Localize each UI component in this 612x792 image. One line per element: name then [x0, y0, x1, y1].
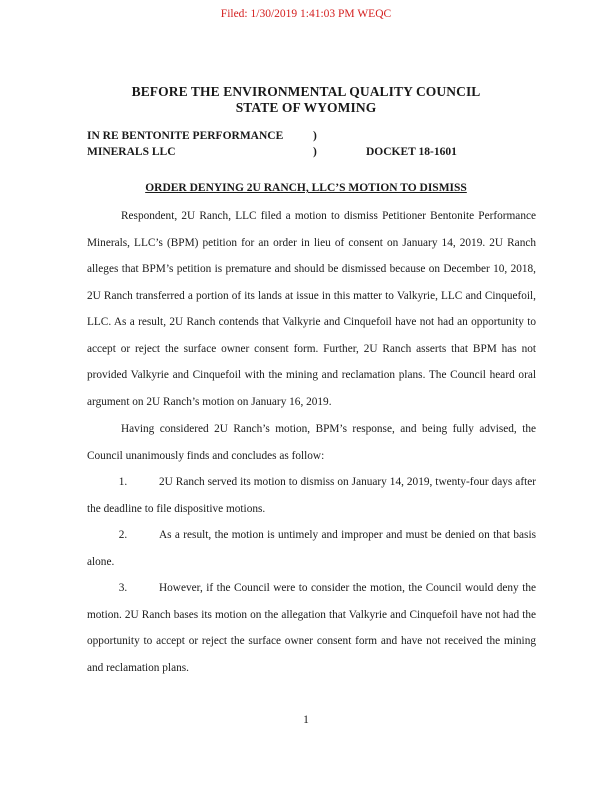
caption-paren-2: )	[313, 146, 317, 158]
item-1-number: 1.	[118, 476, 128, 488]
order-title: ORDER DENYING 2U RANCH, LLC’S MOTION TO DISMISS	[145, 182, 467, 194]
numbered-item-2	[87, 522, 536, 575]
numbered-item-3	[87, 575, 536, 681]
case-caption-line2: MINERALS LLC	[87, 146, 176, 158]
item-2-text: As a result, the motion is untimely and improper and must be denied on that basis alone.	[87, 529, 536, 568]
paragraph-1-text: Respondent, 2U Ranch, LLC filed a motion to dismiss Petitioner Bentonite Performance Minerals, LLC’s (BPM) petition for an order in lieu of consent on January 14, 2019. 2U Ranch alleges that BPM’s petition is premature and should be dismissed because on December 10, 2018, 2U Ranch transferred a portion of its lands at issue in this matter to Valkyrie, LLC and Cinquefoil, LLC. As a result, 2U Ranch contends that Valkyrie and Cinquefoil have not had an opportunity to accept or reject the surface owner consent form. Further, 2U Ranch asserts that BPM has not provided Valkyrie and Cinquefoil with the mining and reclamation plans. The Council heard oral argument on 2U Ranch’s motion on January 16, 2019.	[87, 210, 536, 408]
item-3-text: However, if the Council were to consider the motion, the Council would deny the motion. 2U Ranch bases its motion on the allegation that Valkyrie and Cinquefoil have not had the opportunity to accept or reject the surface owner consent form and have not received the mining and reclamation plans.	[87, 582, 536, 674]
court-heading-line2: STATE OF WYOMING	[235, 100, 377, 115]
item-3-number: 3.	[118, 582, 128, 594]
case-caption-line1: IN RE BENTONITE PERFORMANCE	[87, 130, 284, 142]
paragraph-1	[87, 203, 536, 415]
caption-paren-1: )	[313, 130, 317, 142]
court-heading-line1: BEFORE THE ENVIRONMENTAL QUALITY COUNCIL	[131, 84, 481, 99]
item-1-text: 2U Ranch served its motion to dismiss on January 14, 2019, twenty-four days after the deadline to file dispositive motions.	[87, 476, 536, 515]
page-number: 1	[303, 714, 309, 726]
numbered-item-1	[87, 469, 536, 522]
filed-stamp: Filed: 1/30/2019 1:41:03 PM WEQC	[220, 8, 392, 20]
item-2-number: 2.	[118, 529, 128, 541]
docket-number: DOCKET 18-1601	[366, 146, 457, 158]
paragraph-2	[87, 416, 536, 469]
paragraph-2-text: Having considered 2U Ranch’s motion, BPM’s response, and being fully advised, the Council unanimously finds and concludes as follow:	[87, 423, 536, 462]
